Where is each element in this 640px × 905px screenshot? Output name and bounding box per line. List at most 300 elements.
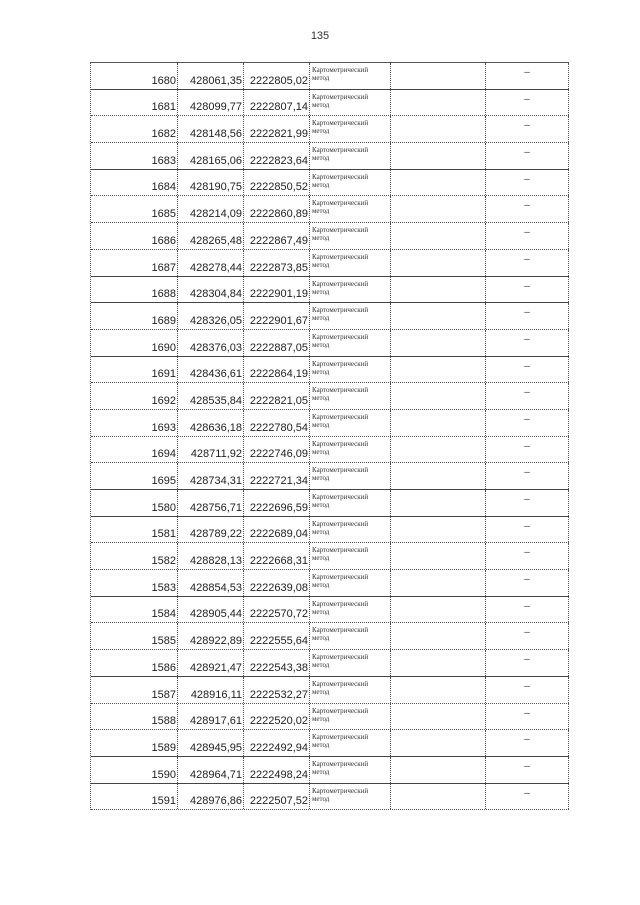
y-coordinate: 2222867,49 xyxy=(249,234,308,247)
table-row xyxy=(91,303,569,330)
method-text: Картометрический метод xyxy=(312,92,369,109)
table-row xyxy=(91,490,569,517)
y-coordinate-cell xyxy=(244,223,310,249)
method-cell xyxy=(310,490,391,516)
method-text: Картометрический метод xyxy=(312,119,369,136)
y-coordinate-cell xyxy=(244,650,310,676)
page-number: 135 xyxy=(310,30,330,42)
table-row xyxy=(91,330,569,357)
point-number-cell xyxy=(91,383,178,409)
point-number: 1691 xyxy=(151,368,176,381)
x-coordinate: 428917,61 xyxy=(190,715,242,728)
method-text: Картометрический метод xyxy=(312,706,369,723)
x-coordinate-cell xyxy=(178,63,244,89)
x-coordinate-cell xyxy=(178,463,244,489)
method-text: Картометрический метод xyxy=(312,626,369,643)
y-coordinate: 2222507,52 xyxy=(249,795,308,808)
note-dash: – xyxy=(524,200,530,212)
empty-cell xyxy=(391,730,486,756)
y-coordinate-cell xyxy=(244,143,310,169)
y-coordinate: 2222805,02 xyxy=(249,74,308,87)
y-coordinate: 2222696,59 xyxy=(249,501,308,514)
note-cell xyxy=(486,543,569,569)
method-text: Картометрический метод xyxy=(312,759,369,776)
x-coordinate-cell xyxy=(178,784,244,810)
y-coordinate-cell xyxy=(244,250,310,276)
y-coordinate: 2222520,02 xyxy=(249,715,308,728)
note-cell xyxy=(486,250,569,276)
method-cell xyxy=(310,170,391,196)
method-text: Картометрический метод xyxy=(312,786,369,803)
method-text: Картометрический метод xyxy=(312,493,369,509)
table-row xyxy=(91,63,569,90)
empty-cell xyxy=(391,116,486,142)
point-number: 1693 xyxy=(151,421,176,434)
y-coordinate: 2222639,08 xyxy=(249,581,308,594)
method-cell xyxy=(310,90,391,116)
note-dash: – xyxy=(524,253,530,265)
y-coordinate-cell xyxy=(244,303,310,329)
y-coordinate-cell xyxy=(244,597,310,623)
x-coordinate-cell xyxy=(178,623,244,649)
coordinates-table xyxy=(90,62,569,810)
point-number-cell xyxy=(91,143,178,169)
method-cell xyxy=(310,250,391,276)
method-cell xyxy=(310,277,391,303)
x-coordinate: 428190,75 xyxy=(190,181,242,194)
x-coordinate-cell xyxy=(178,490,244,516)
note-dash: – xyxy=(524,227,530,239)
note-cell xyxy=(486,623,569,649)
method-cell xyxy=(310,677,391,703)
x-coordinate: 428304,84 xyxy=(190,288,242,301)
y-coordinate: 2222860,89 xyxy=(249,208,308,221)
method-cell xyxy=(310,63,391,89)
x-coordinate: 428711,92 xyxy=(190,448,242,461)
y-coordinate: 2222850,52 xyxy=(249,181,308,194)
note-cell xyxy=(486,63,569,89)
method-cell xyxy=(310,597,391,623)
y-coordinate: 2222555,64 xyxy=(249,635,308,648)
point-number: 1681 xyxy=(151,101,176,114)
method-text: Картометрический метод xyxy=(312,439,369,456)
note-cell xyxy=(486,196,569,222)
table-row xyxy=(91,597,569,624)
method-text: Картометрический метод xyxy=(312,332,369,349)
note-cell xyxy=(486,170,569,196)
y-coordinate-cell xyxy=(244,757,310,783)
point-number-cell xyxy=(91,437,178,463)
x-coordinate-cell xyxy=(178,330,244,356)
point-number-cell xyxy=(91,223,178,249)
method-cell xyxy=(310,383,391,409)
table-row xyxy=(91,730,569,757)
y-coordinate-cell xyxy=(244,543,310,569)
method-cell xyxy=(310,784,391,810)
x-coordinate-cell xyxy=(178,277,244,303)
method-cell xyxy=(310,143,391,169)
note-dash: – xyxy=(524,574,530,586)
note-dash: – xyxy=(524,387,530,399)
table-row xyxy=(91,196,569,223)
table-row xyxy=(91,116,569,143)
empty-cell xyxy=(391,437,486,463)
x-coordinate-cell xyxy=(178,170,244,196)
x-coordinate-cell xyxy=(178,570,244,596)
note-dash: – xyxy=(524,333,530,345)
empty-cell xyxy=(391,63,486,89)
note-cell xyxy=(486,597,569,623)
method-text: Картометрический метод xyxy=(312,199,369,216)
note-dash: – xyxy=(524,520,530,532)
y-coordinate: 2222901,67 xyxy=(249,314,308,327)
x-coordinate-cell xyxy=(178,223,244,249)
point-number: 1590 xyxy=(151,768,176,781)
empty-cell xyxy=(391,90,486,116)
x-coordinate: 428535,84 xyxy=(190,394,242,407)
point-number-cell xyxy=(91,650,178,676)
table-row xyxy=(91,570,569,597)
table-row xyxy=(91,170,569,197)
y-coordinate-cell xyxy=(244,196,310,222)
empty-cell xyxy=(391,383,486,409)
x-coordinate-cell xyxy=(178,517,244,543)
empty-cell xyxy=(391,463,486,489)
method-cell xyxy=(310,330,391,356)
note-dash: – xyxy=(524,467,530,479)
y-coordinate-cell xyxy=(244,357,310,383)
y-coordinate-cell xyxy=(244,437,310,463)
point-number: 1581 xyxy=(151,528,176,541)
y-coordinate-cell xyxy=(244,623,310,649)
empty-cell xyxy=(391,250,486,276)
empty-cell xyxy=(391,170,486,196)
point-number-cell xyxy=(91,90,178,116)
point-number: 1580 xyxy=(151,501,176,514)
x-coordinate-cell xyxy=(178,543,244,569)
x-coordinate: 428376,03 xyxy=(190,341,242,354)
x-coordinate: 428165,06 xyxy=(190,154,242,167)
x-coordinate: 428326,05 xyxy=(190,314,242,327)
method-cell xyxy=(310,623,391,649)
point-number: 1682 xyxy=(151,128,176,141)
point-number-cell xyxy=(91,730,178,756)
table-row xyxy=(91,650,569,677)
y-coordinate: 2222746,09 xyxy=(249,448,308,461)
method-text: Картометрический метод xyxy=(312,412,369,429)
note-dash: – xyxy=(524,680,530,692)
note-cell xyxy=(486,303,569,329)
x-coordinate: 428789,22 xyxy=(190,528,242,541)
point-number: 1695 xyxy=(151,475,176,487)
x-coordinate-cell xyxy=(178,383,244,409)
x-coordinate-cell xyxy=(178,116,244,142)
empty-cell xyxy=(391,784,486,810)
y-coordinate: 2222492,94 xyxy=(249,741,308,754)
x-coordinate: 428916,11 xyxy=(190,688,242,701)
table-row xyxy=(91,757,569,784)
method-text: Картометрический метод xyxy=(312,306,369,323)
empty-cell xyxy=(391,570,486,596)
x-coordinate-cell xyxy=(178,90,244,116)
empty-cell xyxy=(391,597,486,623)
y-coordinate-cell xyxy=(244,677,310,703)
note-dash: – xyxy=(524,147,530,159)
y-coordinate-cell xyxy=(244,463,310,489)
x-coordinate: 428278,44 xyxy=(190,261,242,274)
note-cell xyxy=(486,90,569,116)
empty-cell xyxy=(391,543,486,569)
empty-cell xyxy=(391,143,486,169)
note-dash: – xyxy=(524,494,530,505)
note-dash: – xyxy=(524,413,530,425)
table-row xyxy=(91,704,569,731)
method-cell xyxy=(310,303,391,329)
point-number: 1685 xyxy=(151,208,176,221)
note-dash: – xyxy=(524,787,530,799)
x-coordinate: 428964,71 xyxy=(190,768,242,781)
note-dash: – xyxy=(524,600,530,612)
y-coordinate: 2222887,05 xyxy=(249,341,308,354)
x-coordinate-cell xyxy=(178,650,244,676)
y-coordinate: 2222668,31 xyxy=(249,555,308,568)
note-cell xyxy=(486,410,569,436)
point-number-cell xyxy=(91,250,178,276)
x-coordinate-cell xyxy=(178,410,244,436)
method-text: Картометрический метод xyxy=(312,653,369,670)
method-cell xyxy=(310,463,391,489)
empty-cell xyxy=(391,650,486,676)
note-cell xyxy=(486,704,569,730)
y-coordinate-cell xyxy=(244,490,310,516)
method-text: Картометрический метод xyxy=(312,546,369,563)
note-dash: – xyxy=(524,307,530,319)
empty-cell xyxy=(391,196,486,222)
note-dash: – xyxy=(524,654,530,666)
x-coordinate: 428265,48 xyxy=(190,234,242,247)
note-cell xyxy=(486,730,569,756)
empty-cell xyxy=(391,704,486,730)
x-coordinate-cell xyxy=(178,357,244,383)
method-text: Картометрический метод xyxy=(312,252,369,269)
x-coordinate: 428099,77 xyxy=(190,101,242,114)
point-number: 1688 xyxy=(151,288,176,301)
point-number-cell xyxy=(91,330,178,356)
method-cell xyxy=(310,437,391,463)
method-cell xyxy=(310,223,391,249)
note-cell xyxy=(486,650,569,676)
point-number: 1680 xyxy=(151,74,176,87)
x-coordinate: 428636,18 xyxy=(190,421,242,434)
note-dash: – xyxy=(524,93,530,105)
note-dash: – xyxy=(524,760,530,772)
point-number: 1587 xyxy=(151,688,176,701)
point-number: 1584 xyxy=(151,608,176,621)
method-text: Картометрический метод xyxy=(312,679,369,696)
method-text: Картометрический метод xyxy=(312,66,369,82)
y-coordinate: 2222532,27 xyxy=(249,688,308,701)
point-number-cell xyxy=(91,623,178,649)
empty-cell xyxy=(391,223,486,249)
method-cell xyxy=(310,730,391,756)
point-number: 1586 xyxy=(151,661,176,674)
point-number: 1582 xyxy=(151,555,176,568)
table-row xyxy=(91,143,569,170)
point-number-cell xyxy=(91,277,178,303)
point-number: 1591 xyxy=(151,795,176,808)
note-dash: – xyxy=(524,67,530,78)
empty-cell xyxy=(391,677,486,703)
y-coordinate: 2222498,24 xyxy=(249,768,308,781)
method-cell xyxy=(310,543,391,569)
y-coordinate-cell xyxy=(244,63,310,89)
x-coordinate-cell xyxy=(178,677,244,703)
x-coordinate-cell xyxy=(178,730,244,756)
y-coordinate-cell xyxy=(244,704,310,730)
table-row xyxy=(91,437,569,464)
point-number-cell xyxy=(91,517,178,543)
point-number: 1583 xyxy=(151,581,176,594)
x-coordinate-cell xyxy=(178,704,244,730)
method-cell xyxy=(310,410,391,436)
table-row xyxy=(91,383,569,410)
x-coordinate: 428436,61 xyxy=(190,368,242,381)
x-coordinate: 428854,53 xyxy=(190,581,242,594)
y-coordinate: 2222821,99 xyxy=(249,128,308,141)
point-number: 1589 xyxy=(151,741,176,754)
empty-cell xyxy=(391,517,486,543)
y-coordinate: 2222807,14 xyxy=(249,101,308,114)
empty-cell xyxy=(391,410,486,436)
y-coordinate-cell xyxy=(244,570,310,596)
note-cell xyxy=(486,757,569,783)
table-row xyxy=(91,784,569,811)
y-coordinate-cell xyxy=(244,277,310,303)
method-text: Картометрический метод xyxy=(312,359,369,376)
method-cell xyxy=(310,650,391,676)
empty-cell xyxy=(391,357,486,383)
point-number-cell xyxy=(91,196,178,222)
point-number: 1689 xyxy=(151,314,176,327)
method-text: Картометрический метод xyxy=(312,733,369,750)
note-dash: – xyxy=(524,440,530,452)
table-row xyxy=(91,357,569,384)
note-dash: – xyxy=(524,547,530,559)
note-dash: – xyxy=(524,707,530,719)
x-coordinate-cell xyxy=(178,757,244,783)
table-row xyxy=(91,623,569,650)
y-coordinate: 2222873,85 xyxy=(249,261,308,274)
y-coordinate: 2222823,64 xyxy=(249,154,308,167)
y-coordinate-cell xyxy=(244,517,310,543)
x-coordinate: 428061,35 xyxy=(190,74,242,87)
method-cell xyxy=(310,116,391,142)
y-coordinate-cell xyxy=(244,383,310,409)
point-number: 1694 xyxy=(151,448,176,461)
method-text: Картометрический метод xyxy=(312,279,369,296)
point-number-cell xyxy=(91,490,178,516)
x-coordinate: 428976,86 xyxy=(190,795,242,808)
x-coordinate: 428945,95 xyxy=(190,741,242,754)
method-text: Картометрический метод xyxy=(312,599,369,616)
y-coordinate: 2222821,05 xyxy=(249,394,308,407)
point-number: 1686 xyxy=(151,234,176,247)
note-dash: – xyxy=(524,627,530,639)
x-coordinate: 428148,56 xyxy=(190,128,242,141)
note-cell xyxy=(486,143,569,169)
note-cell xyxy=(486,116,569,142)
x-coordinate-cell xyxy=(178,303,244,329)
point-number-cell xyxy=(91,303,178,329)
method-text: Картометрический метод xyxy=(312,573,369,590)
y-coordinate-cell xyxy=(244,730,310,756)
note-dash: – xyxy=(524,360,530,372)
method-text: Картометрический метод xyxy=(312,466,369,483)
y-coordinate-cell xyxy=(244,170,310,196)
empty-cell xyxy=(391,303,486,329)
point-number-cell xyxy=(91,463,178,489)
x-coordinate: 428214,09 xyxy=(190,208,242,221)
method-cell xyxy=(310,357,391,383)
x-coordinate-cell xyxy=(178,597,244,623)
note-cell xyxy=(486,677,569,703)
point-number: 1690 xyxy=(151,341,176,354)
note-cell xyxy=(486,437,569,463)
y-coordinate: 2222570,72 xyxy=(249,608,308,621)
table-row xyxy=(91,517,569,544)
note-cell xyxy=(486,784,569,810)
note-cell xyxy=(486,223,569,249)
y-coordinate-cell xyxy=(244,90,310,116)
note-cell xyxy=(486,357,569,383)
x-coordinate: 428734,31 xyxy=(190,475,242,487)
empty-cell xyxy=(391,757,486,783)
y-coordinate: 2222901,19 xyxy=(249,288,308,301)
table-row xyxy=(91,250,569,277)
table-row xyxy=(91,463,569,490)
note-cell xyxy=(486,517,569,543)
note-dash: – xyxy=(524,280,530,292)
note-cell xyxy=(486,490,569,516)
y-coordinate: 2222721,34 xyxy=(249,475,308,487)
note-dash: – xyxy=(524,734,530,746)
method-text: Картометрический метод xyxy=(312,519,369,536)
method-text: Картометрический метод xyxy=(312,386,369,403)
note-dash: – xyxy=(524,120,530,132)
note-cell xyxy=(486,463,569,489)
table-row xyxy=(91,223,569,250)
x-coordinate-cell xyxy=(178,437,244,463)
x-coordinate-cell xyxy=(178,250,244,276)
point-number-cell xyxy=(91,357,178,383)
point-number-cell xyxy=(91,116,178,142)
table-row xyxy=(91,410,569,437)
table-row xyxy=(91,543,569,570)
empty-cell xyxy=(391,330,486,356)
point-number-cell xyxy=(91,757,178,783)
y-coordinate: 2222864,19 xyxy=(249,368,308,381)
table-row xyxy=(91,277,569,304)
empty-cell xyxy=(391,623,486,649)
method-cell xyxy=(310,757,391,783)
x-coordinate-cell xyxy=(178,143,244,169)
point-number-cell xyxy=(91,677,178,703)
y-coordinate-cell xyxy=(244,116,310,142)
point-number-cell xyxy=(91,170,178,196)
x-coordinate: 428828,13 xyxy=(190,555,242,568)
y-coordinate-cell xyxy=(244,784,310,810)
note-cell xyxy=(486,570,569,596)
